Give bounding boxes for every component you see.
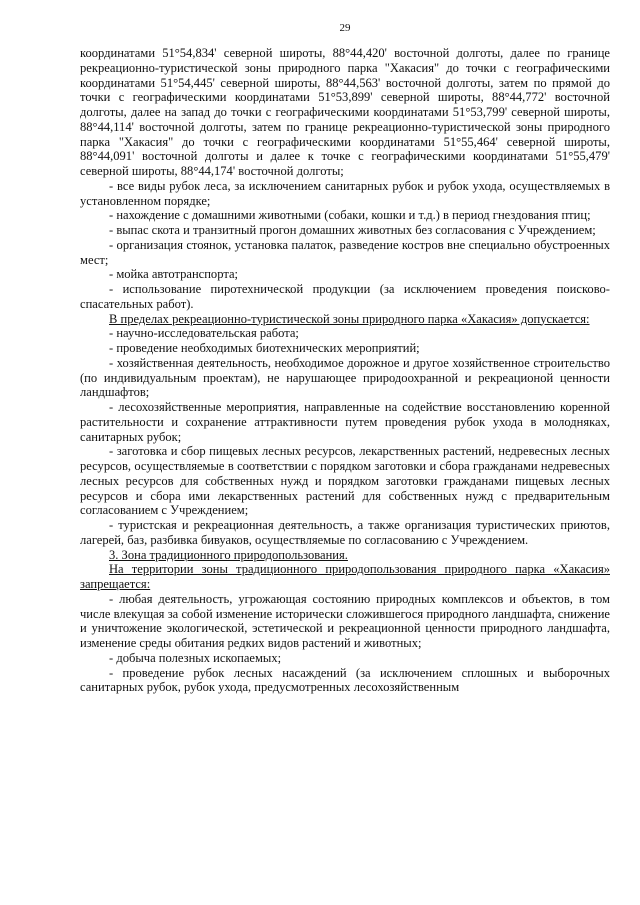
paragraph: - лесохозяйственные мероприятия, направленные на содействие восстановлению коренной растительности и сохранение аттрактивности путем проведения рубок ухода в молодняках, санитарных рубок; (80, 400, 610, 444)
paragraph (80, 562, 610, 592)
paragraph: - мойка автотранспорта; (109, 267, 239, 282)
paragraph: - выпас скота и транзитный прогон домашних животных без согласования с Учреждением; (109, 223, 596, 237)
underlined-heading: 3. Зона традиционного природопользования. (109, 547, 348, 562)
underlined-heading: В пределах рекреационно-туристической зоны природного парка «Хакасия» допускается: (109, 311, 590, 326)
paragraph: - нахождение с домашними животными (собаки, кошки и т.д.) в период гнездования птиц; (109, 208, 591, 223)
paragraph: - проведение необходимых биотехнических мероприятий; (109, 341, 420, 355)
paragraph: - туристская и рекреационная деятельность, а также организация туристических приютов, лагерей, баз, разбивка бивуаков, осуществляемые по согласованию с Учреждением. (80, 518, 610, 547)
paragraph: координатами 51°54,834' северной широты, 88°44,420' восточной долготы, далее по границе рекреационно-туристической зоны природного парка "Хакасия" до точки с географическими координатами 51°54,445' северной широты, 88°44,563' восточной долготы, затем по прямой до точки с географическими координатами 51°53,899' северной широты, 88°44,772' восточной долготы, далее на запад до точки с географическими координатами 51°53,799' северной широты, 88°44,114' восточной долготы, затем по границе рекреационно-туристической зоны природного парка "Хакасия" до точки с географическими координатами 51°55,464' северной широты, 88°44,091' восточной долготы и далее к точке с географическими координатами 51°55,479' северной широты, 88°44,174' восточной долготы; (80, 46, 610, 178)
paragraph: - проведение рубок лесных насаждений (за исключением сплошных и выборочных санитарных рубок, рубок ухода, предусмотренных лесохозяйственным (80, 665, 610, 695)
paragraph: - научно-исследовательская работа; (109, 326, 299, 341)
paragraph (80, 312, 610, 327)
paragraph: - хозяйственная деятельность, необходимое дорожное и другое хозяйственное строительство (по индивидуальным проектам), не нарушающее природоохранной и рекреационой ценности ландшафтов; (80, 355, 610, 400)
underlined-heading: На территории зоны традиционного природопользования природного парка «Хакасия» запрещается: (80, 562, 610, 591)
paragraph: - заготовка и сбор пищевых лесных ресурсов, лекарственных растений, недревесных лесных ресурсов, осуществляемые в соответствии с порядком заготовки и сбора гражданами недревесных лесных ресурсов для собственных нужд и порядком заготовки гражданами пищевых лесных ресурсов и сбора ими лекарственных растений для собственных нужд с предварительным согласованием с Учреждением; (80, 444, 610, 518)
paragraph: - все виды рубок леса, за исключением санитарных рубок и рубок ухода, осуществляемых в установленном порядке; (80, 178, 610, 208)
paragraph: - добыча полезных ископаемых; (109, 650, 282, 665)
paragraph (80, 548, 610, 563)
page-number: 29 (339, 22, 351, 34)
paragraph: - использование пиротехнической продукции (за исключением проведения поисково-спасательных работ). (80, 282, 610, 311)
document-body (80, 46, 610, 695)
paragraph: - любая деятельность, угрожающая состоянию природных комплексов и объектов, в том числе влекущая за собой изменение исторически сложившегося природного ландшафта, снижение и уничтожение экологической, эстетической и рекреационной ценности природного ландшафта, изменение среды обитания редких видов растений и животных; (80, 591, 610, 650)
paragraph: - организация стоянок, установка палаток, разведение костров вне специально обустроенных мест; (80, 237, 610, 267)
